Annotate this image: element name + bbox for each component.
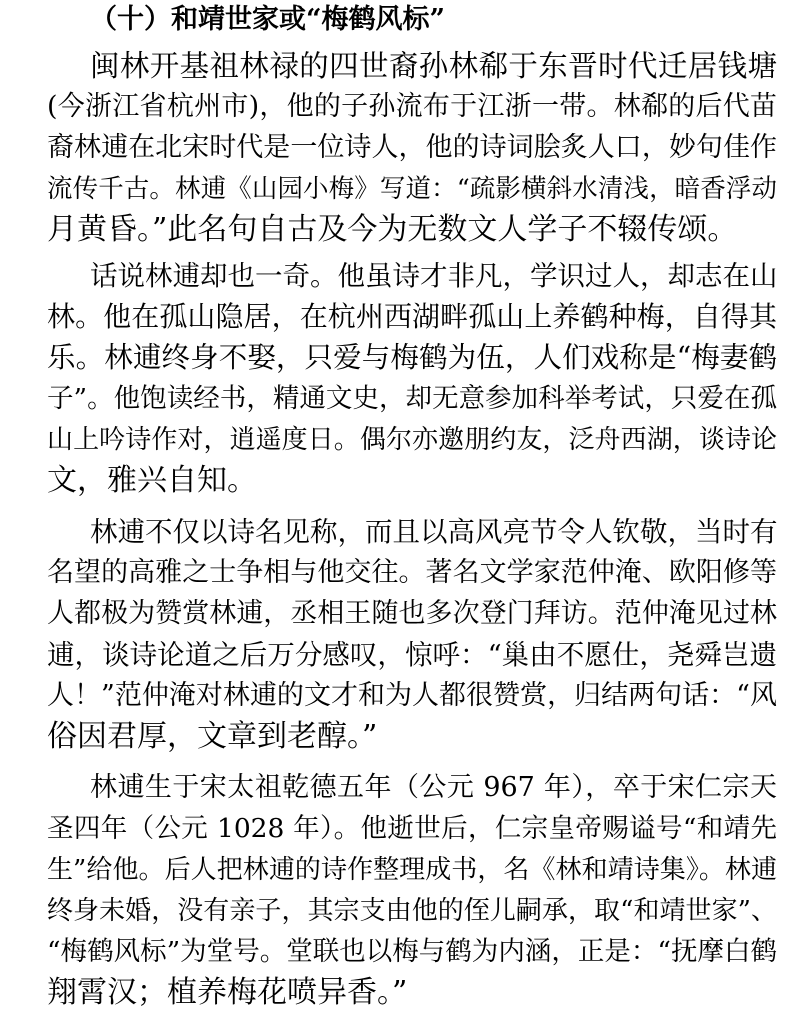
paragraph-4-line-2: 圣四年（公元 1028 年）。他逝世后，仁宗皇帝赐谥号“和靖先 — [47, 813, 777, 844]
paragraph-4-line-1: 林逋生于宋太祖乾德五年（公元 967 年），卒于宋仁宗天 — [90, 772, 777, 803]
paragraph-1-line-5: 月黄昏。”此名句自古及今为无数文人学子不辍传颂。 — [47, 212, 738, 247]
paragraph-2-line-1: 话说林逋却也一奇。他虽诗才非凡，学识过人，却志在山 — [90, 260, 777, 292]
paragraph-2-line-4: 子”。他饱读经书，精通文史，却无意参加科举考试，只爱在孤 — [47, 383, 777, 414]
paragraph-2-line-3: 乐。林逋终身不娶，只爱与梅鹤为伍，人们戏称是“梅妻鹤 — [47, 341, 777, 374]
paragraph-3-line-6: 俗因君厚，文章到老醇。” — [47, 719, 378, 754]
paragraph-3-line-3: 人都极为赞赏林逋，丞相王随也多次登门拜访。范仲淹见过林 — [47, 598, 777, 629]
paragraph-1-line-1: 闽林开基祖林禄的四世裔孙林郗于东晋时代迁居钱塘 — [90, 49, 777, 83]
paragraph-4-line-5: “梅鹤风标”为堂号。堂联也以梅与鹤为内涵，正是：“抚摩白鹤 — [47, 936, 777, 967]
paragraph-2-line-6: 文，雅兴自知。 — [47, 463, 257, 498]
paragraph-2-line-5: 山上吟诗作对，逍遥度日。偶尔亦邀朋约友，泛舟西湖，谈诗论 — [47, 425, 777, 455]
paragraph-3-line-5: 人！”范仲淹对林逋的文才和为人都很赞赏，归结两句话：“风 — [47, 680, 777, 711]
paragraph-4-line-3: 生”给他。后人把林逋的诗作整理成书，名《林和靖诗集》。林逋 — [47, 855, 777, 885]
paragraph-1-line-4: 流传千古。林逋《山园小梅》写道：“疏影横斜水清浅，暗香浮动 — [47, 174, 777, 204]
paragraph-1-line-3: 裔林逋在北宋时代是一位诗人，他的诗词脍炙人口，妙句佳作 — [47, 132, 777, 163]
paragraph-2-line-2: 林。他在孤山隐居，在杭州西湖畔孤山上养鹤种梅，自得其 — [47, 300, 777, 333]
section-heading: （十）和靖世家或“梅鹤风标” — [90, 4, 446, 35]
paragraph-3-line-4: 逋，谈诗论道之后万分感叹，惊呼：“巢由不愿仕，尧舜岂遗 — [47, 639, 777, 671]
paragraph-3-line-2: 名望的高雅之士争相与他交往。著名文学家范仲淹、欧阳修等 — [47, 557, 777, 588]
paragraph-1-line-2: (今浙江省杭州市)，他的子孙流布于江浙一带。林郗的后代苗 — [47, 91, 777, 122]
paragraph-4-line-6: 翔霄汉；植养梅花喷异香。” — [47, 975, 408, 1010]
paragraph-3-line-1: 林逋不仅以诗名见称，而且以高风亮节令人钦敬，当时有 — [90, 516, 777, 548]
paragraph-4-line-4: 终身未婚，没有亲子，其宗支由他的侄儿嗣承，取“和靖世家”、 — [47, 896, 777, 926]
